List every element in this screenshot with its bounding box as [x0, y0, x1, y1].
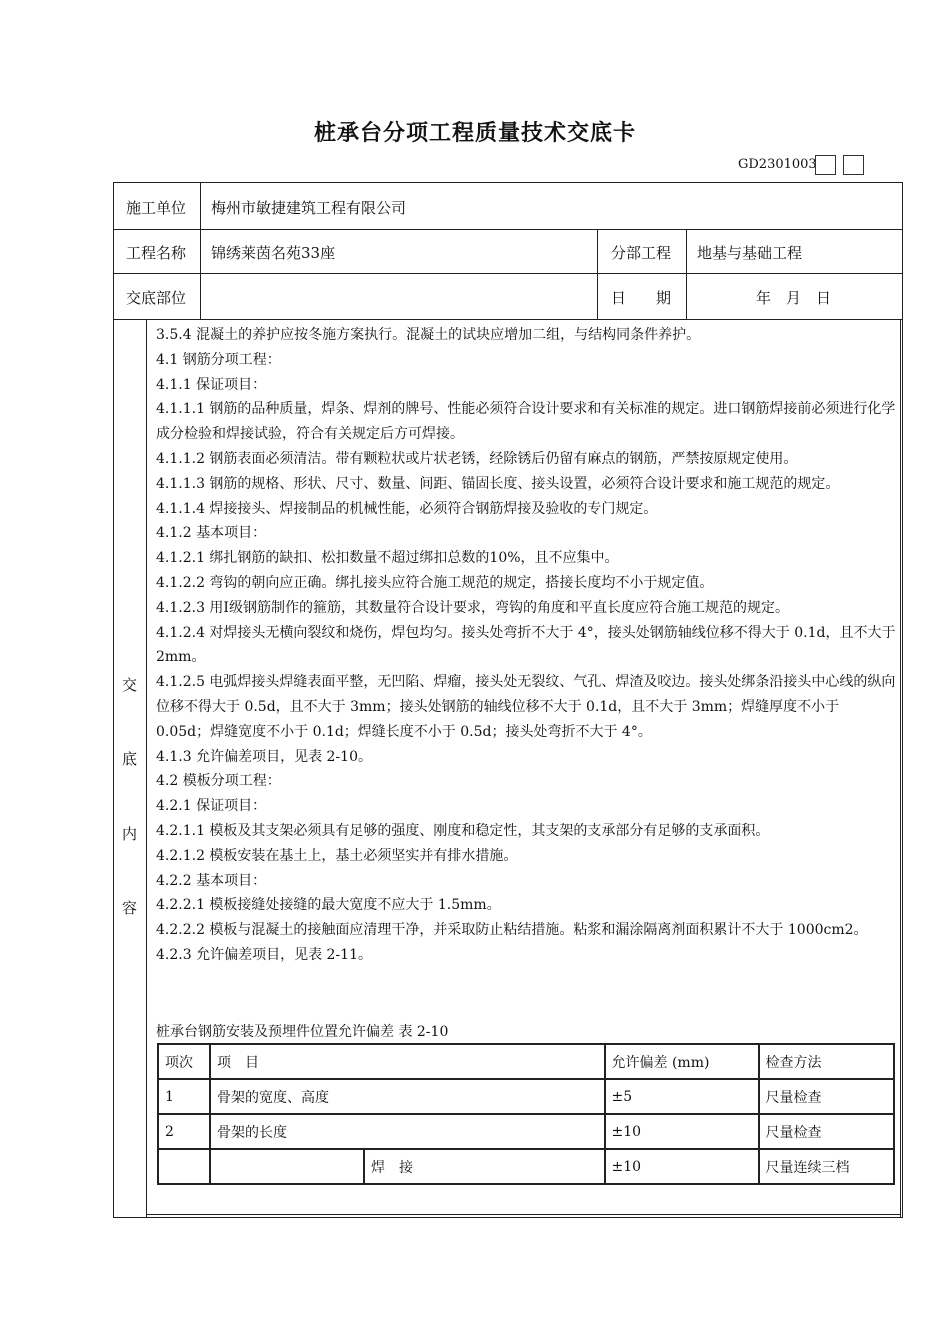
- project-value: 锦绣莱茵名苑33座: [211, 244, 336, 262]
- content-line: 4.1.1.4 焊接接头、焊接制品的机械性能，必须符合钢筋焊接及验收的专门规定。: [156, 500, 658, 517]
- content-line: 4.1.2.3 用Ⅰ级钢筋制作的箍筋，其数量符合设计要求，弯钩的角度和平直长度应符合施工规范的规定。: [156, 599, 789, 616]
- content-line: 4.1.3 允许偏差项目，见表 2-10。: [156, 748, 372, 765]
- content-line: 4.1.2 基本项目：: [156, 525, 267, 542]
- content-line: 4.1.2.1 绑扎钢筋的缺扣、松扣数量不超过绑扣总数的10%，且不应集中。: [156, 550, 619, 567]
- table-header-cell: 检查方法: [759, 1044, 894, 1079]
- content-line: 4.2.2.1 模板接缝处接缝的最大宽度不应大于 1.5mm。: [156, 897, 501, 914]
- table-cell: 尺量检查: [759, 1114, 894, 1149]
- content-line: 4.1.1 保证项目：: [156, 376, 267, 393]
- divider: [686, 229, 687, 319]
- content-line: 4.1.2.5 电弧焊接头焊缝表面平整，无凹陷、焊瘤，接头处无裂纹、气孔、焊渣及咬边。接头处绑条沿接头中心线的纵向位移不得大于 0.5d，且不大于 3mm；接头处钢筋的轴线位移不大于 0.1d，且不大于 3mm；焊缝厚度不小于 0.05d；焊缝宽度不小于 0.1d；焊缝长度不小于 0.5d；接头处弯折不大于 4°。: [156, 674, 896, 740]
- table-cell: [158, 1149, 210, 1184]
- divider: [113, 229, 903, 230]
- content-line: 4.2.2.2 模板与混凝土的接触面应清理干净，并采取防止粘结措施。粘浆和漏涂隔离剂面积累计不大于 1000cm2。: [156, 922, 868, 939]
- table-cell: 1: [158, 1079, 210, 1114]
- table-cell: 焊 接: [364, 1149, 605, 1184]
- content-line: 4.1.1.1 钢筋的品种质量，焊条、焊剂的牌号、性能必须符合设计要求和有关标准的规定。进口钢筋焊接前必须进行化学成分检验和焊接试验，符合有关规定后方可焊接。: [156, 401, 896, 443]
- unit-label: 施工单位: [126, 199, 187, 217]
- document-code: GD2301003: [738, 157, 817, 172]
- content-line: 4.1.1.3 钢筋的规格、形状、尺寸、数量、间距、锚固长度、接头设置，必须符合设计要求和施工规范的规定。: [156, 475, 840, 492]
- table-row: [158, 1149, 894, 1184]
- table-row: [158, 1114, 894, 1149]
- date-value: 年 月 日: [756, 289, 832, 307]
- content-line: 4.1.2.4 对焊接头无横向裂纹和烧伤，焊包均匀。接头处弯折不大于 4°，接头处钢筋轴线位移不得大于 0.1d，且不大于 2mm。: [156, 624, 896, 666]
- project-label: 工程名称: [126, 244, 187, 262]
- table-cell: ±10: [605, 1149, 759, 1184]
- table-cell: ±5: [605, 1079, 759, 1114]
- table-row: [158, 1079, 894, 1114]
- side-label-char: 容: [122, 899, 138, 917]
- divider: [900, 319, 901, 1218]
- table-cell: 骨架的宽度、高度: [210, 1079, 605, 1114]
- table-header-cell: 项 目: [210, 1044, 605, 1079]
- side-label-char: 内: [122, 825, 138, 843]
- divider: [597, 229, 598, 319]
- table-cell: 2: [158, 1114, 210, 1149]
- divider: [146, 1214, 901, 1215]
- page-title: 桩承台分项工程质量技术交底卡: [313, 121, 636, 146]
- divider: [200, 182, 201, 319]
- table-header-cell: 项次: [158, 1044, 210, 1079]
- content-line: 4.1.1.2 钢筋表面必须清洁。带有颗粒状或片状老锈，经除锈后仍留有麻点的钢筋，严禁按原规定使用。: [156, 450, 798, 467]
- part-label: 交底部位: [126, 289, 187, 307]
- content-line: 4.2 模板分项工程：: [156, 773, 281, 790]
- table-header-cell: 允许偏差 (mm): [605, 1044, 759, 1079]
- content-line: 4.2.1 保证项目：: [156, 798, 267, 815]
- content-line: 4.2.3 允许偏差项目，见表 2-11。: [156, 946, 372, 963]
- deviation-table: [157, 1043, 895, 1185]
- content-line: 4.2.1.2 模板安装在基土上，基土必须坚实并有排水措施。: [156, 847, 518, 864]
- table-cell: 尺量连续三档: [759, 1149, 894, 1184]
- table-cell: [210, 1149, 364, 1184]
- table-cell: 骨架的长度: [210, 1114, 605, 1149]
- content-line: 4.1 钢筋分项工程：: [156, 351, 281, 368]
- content-line: 3.5.4 混凝土的养护应按冬施方案执行。混凝土的试块应增加二组，与结构同条件养护。: [156, 327, 701, 343]
- divider: [113, 319, 903, 320]
- division-label: 分部工程: [611, 244, 672, 262]
- table-cell: ±10: [605, 1114, 759, 1149]
- content-line: 4.1.2.2 弯钩的朝向应正确。绑扎接头应符合施工规范的规定，搭接长度均不小于规定值。: [156, 574, 714, 591]
- disclosure-content: [156, 323, 896, 968]
- unit-value: 梅州市敏捷建筑工程有限公司: [211, 199, 407, 217]
- side-label-char: 底: [122, 750, 138, 768]
- date-label: 日 期: [611, 289, 672, 307]
- content-line: 4.2.1.1 模板及其支架必须具有足够的强度、刚度和稳定性，其支架的支承部分有足够的支承面积。: [156, 822, 770, 839]
- table-cell: 尺量检查: [759, 1079, 894, 1114]
- divider: [146, 319, 147, 1218]
- division-value: 地基与基础工程: [697, 244, 803, 262]
- divider: [113, 273, 903, 274]
- code-box-1: [815, 155, 836, 175]
- side-label-char: 交: [122, 676, 138, 694]
- table-caption: 桩承台钢筋安装及预埋件位置允许偏差 表 2-10: [156, 1024, 449, 1040]
- code-box-2: [843, 155, 864, 175]
- content-line: 4.2.2 基本项目：: [156, 872, 267, 889]
- table-header-row: [158, 1044, 894, 1079]
